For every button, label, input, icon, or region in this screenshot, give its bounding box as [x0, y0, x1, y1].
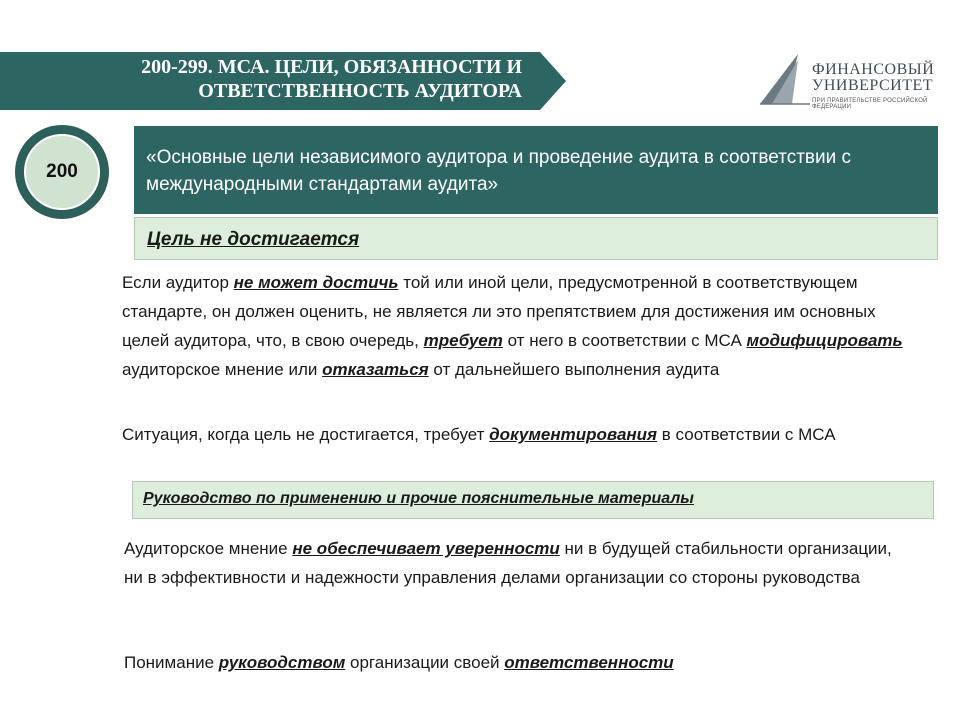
p1-text5: от дальнейшего выполнения аудита [428, 360, 720, 379]
standard-title-text: «Основные цели независимого аудитора и проведение аудита в соответствии с международными стандартами аудита» [146, 147, 852, 195]
paragraph-documentation [122, 420, 912, 449]
page-title [0, 52, 522, 110]
title-banner [0, 52, 568, 110]
p2-text2: в соответствии с МСА [657, 425, 836, 444]
p1-emphasis4: отказаться [322, 360, 429, 379]
p3-emphasis1: не обеспечивает уверенности [292, 539, 560, 558]
p4-text1: Понимание [124, 653, 219, 672]
p1-text2: той или иной цели, предусмотренной в соответствующем стандарте, он должен оценить, не является ли это препятствием для достижения им основных целей аудитора, что, в свою очередь, [122, 273, 876, 350]
p2-text1: Ситуация, когда цель не достигается, требует [122, 425, 490, 444]
p1-emphasis2: требует [423, 331, 503, 350]
paragraph-goal-not-achieved [122, 268, 912, 384]
p1-text3: от него в соответствии с МСА [502, 331, 747, 350]
p1-text4: аудиторское мнение или [122, 360, 323, 379]
p1-emphasis3: модифицировать [746, 331, 903, 350]
logo-line1: ФИНАНСОВЫЙ [812, 61, 935, 78]
p4-text2: организации своей [345, 653, 505, 672]
p1-text1: Если аудитор [122, 273, 234, 292]
paragraph-opinion [124, 534, 914, 592]
logo-line2: УНИВЕРСИТЕТ [812, 77, 934, 94]
standard-title-box [134, 126, 938, 214]
page-title-line1: 200-299. МСА. ЦЕЛИ, ОБЯЗАННОСТИ И [141, 56, 522, 78]
p4-emphasis2: ответственности [504, 653, 674, 672]
p3-text2: ни в будущей стабильности организации, ни в эффективности и надежности управления делами организации со стороны руководства [124, 539, 892, 587]
logo-text [812, 62, 934, 94]
p2-emphasis1: документирования [489, 425, 658, 444]
section-heading-guidance: Руководство по применению и прочие пояснительные материалы [132, 481, 934, 519]
p1-emphasis1: не может достичь [233, 273, 399, 292]
page-title-line2: ОТВЕТСТВЕННОСТЬ АУДИТОРА [198, 80, 522, 102]
logo-subtitle: ПРИ ПРАВИТЕЛЬСТВЕ РОССИЙСКОЙ ФЕДЕРАЦИИ [812, 98, 928, 110]
p3-text1: Аудиторское мнение [124, 539, 293, 558]
paragraph-responsibility [124, 648, 914, 677]
p4-emphasis1: руководством [218, 653, 346, 672]
section-heading-goal-not-achieved: Цель не достигается [134, 217, 938, 260]
standard-number-badge: 200 [24, 134, 100, 210]
